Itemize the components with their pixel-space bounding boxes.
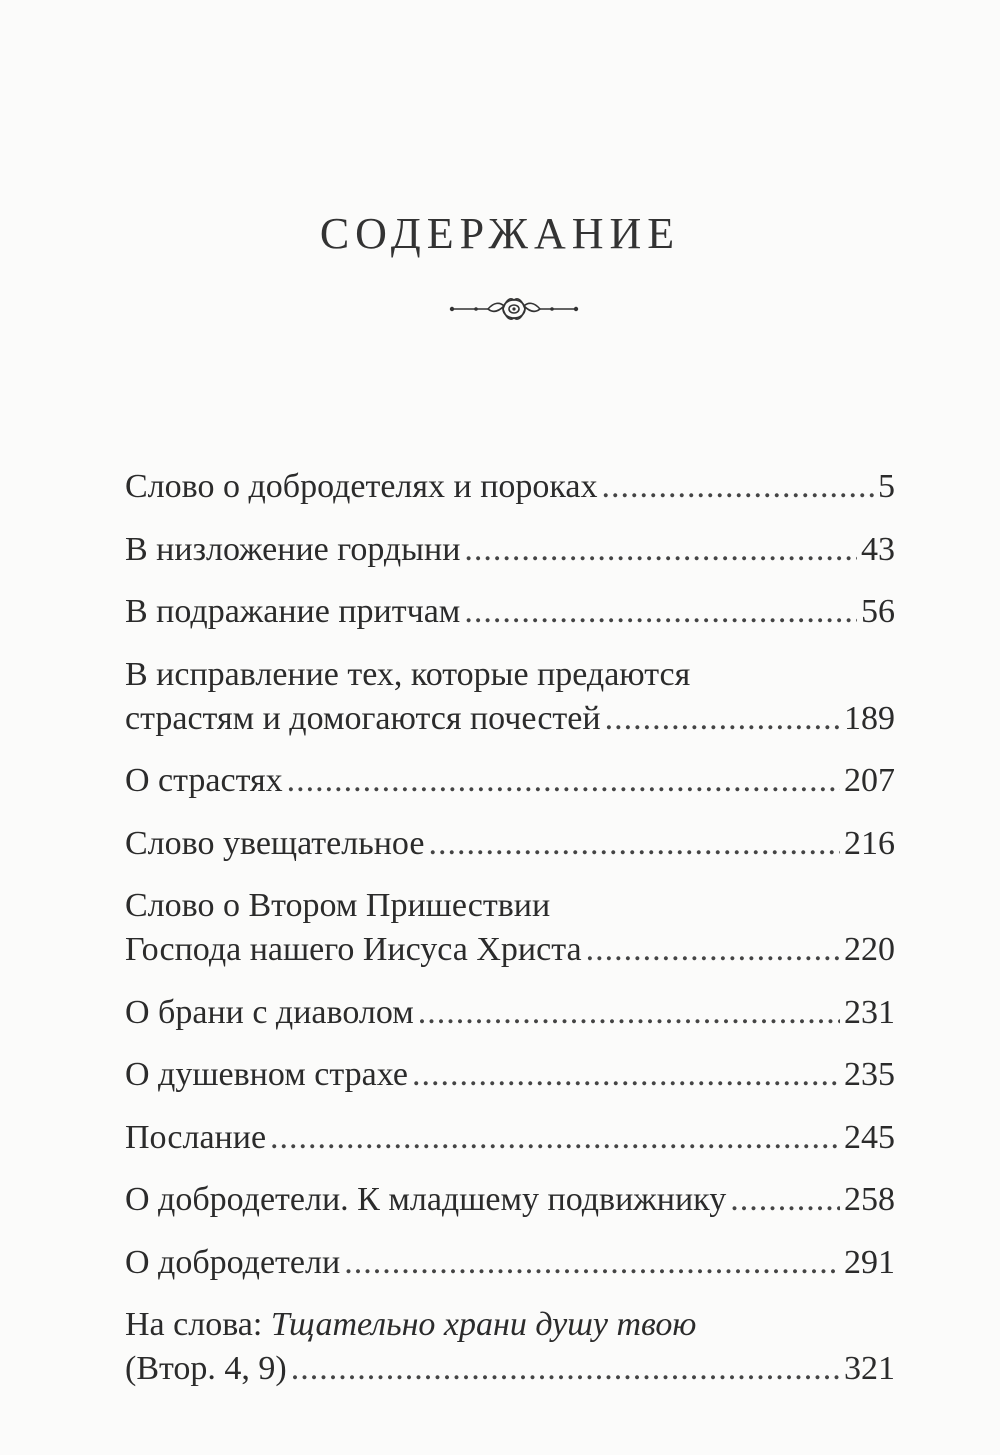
- toc-entry[interactable]: [125, 465, 895, 509]
- toc-entry[interactable]: [125, 822, 895, 866]
- toc-page-number: 220: [844, 931, 895, 968]
- dot-leader: [344, 1241, 840, 1285]
- toc-page-number: 56: [861, 593, 895, 630]
- toc-page-number: 43: [861, 530, 895, 568]
- toc-entry-title: О добродетели. К младшему подвижнику: [125, 1181, 727, 1218]
- toc-entry-title: О добродетели: [125, 1243, 341, 1281]
- toc-entry-line: [125, 928, 895, 972]
- toc-entry[interactable]: [125, 1241, 895, 1285]
- toc-entry[interactable]: [125, 884, 895, 972]
- toc-page-number: 245: [844, 1118, 895, 1156]
- toc-entry-line: [125, 590, 895, 634]
- dot-leader: [586, 928, 840, 972]
- dot-leader: [270, 1116, 840, 1160]
- dot-leader: [602, 465, 874, 509]
- toc-entry-line: [125, 1347, 895, 1391]
- toc-page-number: 258: [844, 1181, 895, 1218]
- toc-entry-title: В исправление тех, которые предаются: [125, 655, 691, 693]
- toc-page-number: 5: [878, 468, 895, 505]
- dot-leader: [291, 1347, 840, 1391]
- toc-entry[interactable]: [125, 653, 895, 741]
- toc-entry[interactable]: [125, 1303, 895, 1391]
- toc-entry[interactable]: [125, 991, 895, 1035]
- toc-entry-line: [125, 1116, 895, 1160]
- toc-entry-line: [125, 759, 895, 803]
- toc-entry-title: Слово увещательное: [125, 824, 425, 862]
- toc-entry-title: Господа нашего Иисуса Христа: [125, 931, 582, 968]
- toc-entry-title: О брани с диаволом: [125, 993, 414, 1031]
- toc-entry[interactable]: [125, 528, 895, 572]
- dot-leader: [464, 528, 857, 572]
- toc-entry-title-italic: Тщательно храни душу твою: [270, 1306, 697, 1343]
- toc-entry-title: В подражание притчам: [125, 593, 461, 630]
- dot-leader: [287, 759, 840, 803]
- toc-entry-line-continued: [125, 653, 895, 697]
- toc-page-number: 321: [844, 1350, 895, 1387]
- toc-entry-title: Слово о добродетелях и пороках: [125, 468, 598, 505]
- toc-page-number: 291: [844, 1243, 895, 1281]
- dot-leader: [730, 1178, 840, 1222]
- dot-leader: [464, 590, 857, 634]
- page-title: СОДЕРЖАНИЕ: [319, 209, 681, 258]
- toc-entry[interactable]: [125, 1178, 895, 1222]
- toc-page-number: 216: [844, 824, 895, 862]
- toc-page-number: 207: [844, 762, 895, 799]
- toc-entry-line: [125, 697, 895, 741]
- toc-entry[interactable]: [125, 1116, 895, 1160]
- toc-entry-title: О душевном страхе: [125, 1056, 408, 1093]
- toc-entry-title: (Втор. 4, 9): [125, 1350, 287, 1387]
- toc-entry-line-continued: [125, 884, 895, 928]
- dot-leader: [428, 822, 840, 866]
- toc-entry-line: [125, 465, 895, 509]
- toc-entry-title: О страстях: [125, 762, 283, 799]
- toc-entry-line: [125, 1241, 895, 1285]
- toc-page-number: 189: [844, 699, 895, 737]
- toc-entry-title: В низложение гордыни: [125, 530, 461, 568]
- toc-page-number: 235: [844, 1056, 895, 1093]
- table-of-contents: [125, 465, 895, 1410]
- toc-entry[interactable]: [125, 759, 895, 803]
- toc-entry[interactable]: [125, 590, 895, 634]
- toc-entry-title: страстям и домогаются почестей: [125, 699, 601, 737]
- toc-entry[interactable]: [125, 1053, 895, 1097]
- toc-entry-title: На слова:: [125, 1306, 271, 1343]
- toc-entry-line: [125, 1053, 895, 1097]
- toc-page-number: 231: [844, 993, 895, 1031]
- toc-entry-title: Слово о Втором Пришествии: [125, 887, 551, 924]
- ornament-divider-icon: [448, 292, 580, 326]
- toc-entry-line: [125, 528, 895, 572]
- dot-leader: [418, 991, 840, 1035]
- toc-entry-line: [125, 1178, 895, 1222]
- dot-leader: [412, 1053, 840, 1097]
- toc-entry-line: [125, 991, 895, 1035]
- dot-leader: [605, 697, 840, 741]
- toc-entry-title: Послание: [125, 1118, 267, 1156]
- toc-entry-line: [125, 822, 895, 866]
- toc-entry-line-continued: [125, 1303, 895, 1347]
